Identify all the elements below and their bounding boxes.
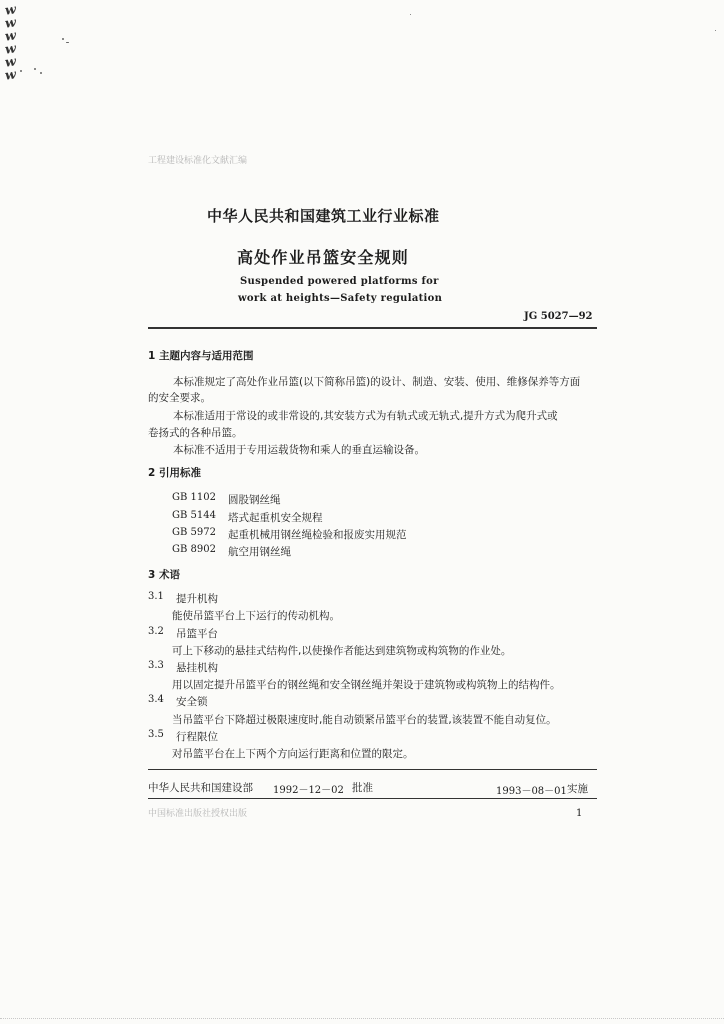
term-number: 3.5 bbox=[148, 729, 164, 740]
term-name: 吊篮平台 bbox=[176, 628, 218, 640]
section-1-paragraph-2-line-1: 本标准适用于常设的或非常设的,其安装方式为有轨式或无轨式,提升方式为爬升式或 bbox=[173, 410, 558, 422]
section-3-heading: 3 术语 bbox=[148, 569, 180, 581]
scan-speck bbox=[40, 72, 42, 74]
term-number: 3.2 bbox=[148, 626, 164, 637]
term-name: 提升机构 bbox=[176, 593, 218, 605]
term-number: 3.4 bbox=[148, 694, 164, 705]
term-number: 3.3 bbox=[148, 660, 164, 671]
scan-bottom-edge bbox=[0, 1018, 724, 1020]
approval-date: 1992－12－02 bbox=[273, 785, 344, 796]
section-1-paragraph-1-line-2: 的安全要求。 bbox=[148, 392, 211, 404]
header-divider bbox=[148, 327, 597, 329]
section-2-heading: 2 引用标准 bbox=[148, 467, 201, 479]
term-definition: 对吊篮平台在上下两个方向运行距离和位置的限定。 bbox=[172, 748, 414, 760]
footer-divider bbox=[148, 769, 597, 770]
reference-title: 起重机械用钢丝绳检验和报废实用规范 bbox=[228, 529, 407, 541]
scan-speck bbox=[410, 14, 411, 15]
standard-category-title: 中华人民共和国建筑工业行业标准 bbox=[207, 207, 440, 225]
term-definition: 当吊篮平台下降超过极限速度时,能自动锁紧吊篮平台的装置,该装置不能自动复位。 bbox=[172, 714, 557, 726]
handwritten-corner-mark: w w w w w w bbox=[4, 2, 18, 84]
document-title: 高处作业吊篮安全规则 bbox=[237, 248, 410, 267]
issuer: 中华人民共和国建设部 bbox=[148, 782, 253, 794]
reference-code: GB 1102 bbox=[172, 492, 216, 503]
term-definition: 用以固定提升吊篮平台的钢丝绳和安全钢丝绳并架设于建筑物或构筑物上的结构件。 bbox=[172, 679, 561, 691]
faint-header-text: 工程建设标准化文献汇编 bbox=[148, 156, 248, 166]
section-1-paragraph-3: 本标准不适用于专用运载货物和乘人的垂直运输设备。 bbox=[173, 444, 425, 456]
implementation-label: 实施 bbox=[567, 783, 588, 795]
reference-code: GB 8902 bbox=[172, 544, 216, 555]
scan-speck bbox=[20, 70, 22, 72]
reference-title: 航空用钢丝绳 bbox=[228, 546, 291, 558]
reference-title: 塔式起重机安全规程 bbox=[228, 512, 323, 524]
term-name: 安全锁 bbox=[176, 696, 208, 708]
term-definition: 可上下移动的悬挂式结构件,以使操作者能达到建筑物或构筑物的作业处。 bbox=[172, 645, 512, 657]
scan-speck bbox=[66, 42, 69, 43]
scan-speck bbox=[62, 38, 64, 40]
section-1-paragraph-1-line-1: 本标准规定了高处作业吊篮(以下简称吊篮)的设计、制造、安装、使用、维修保养等方面 bbox=[173, 376, 581, 388]
scan-speck bbox=[715, 30, 716, 31]
term-definition: 能使吊篮平台上下运行的传动机构。 bbox=[172, 610, 340, 622]
reference-code: GB 5144 bbox=[172, 510, 216, 521]
reference-title: 圆股钢丝绳 bbox=[228, 494, 281, 506]
term-name: 行程限位 bbox=[176, 731, 218, 743]
reference-code: GB 5972 bbox=[172, 527, 216, 538]
section-1-paragraph-2-line-2: 卷扬式的各种吊篮。 bbox=[148, 427, 243, 439]
english-title-line2: work at heights—Safety regulation bbox=[238, 293, 443, 304]
approval-label: 批准 bbox=[352, 782, 373, 794]
implementation-date: 1993－08－01 bbox=[496, 786, 567, 797]
section-1-heading: 1 主题内容与适用范围 bbox=[148, 350, 254, 362]
page-number: 1 bbox=[576, 808, 583, 819]
term-name: 悬挂机构 bbox=[176, 662, 218, 674]
english-title-line1: Suspended powered platforms for bbox=[240, 276, 439, 287]
footer-bottom-divider bbox=[148, 798, 597, 799]
faint-footer-note: 中国标准出版社授权出版 bbox=[148, 809, 248, 819]
term-number: 3.1 bbox=[148, 591, 164, 602]
scan-speck bbox=[34, 68, 36, 70]
standard-code: JG 5027—92 bbox=[524, 311, 593, 322]
